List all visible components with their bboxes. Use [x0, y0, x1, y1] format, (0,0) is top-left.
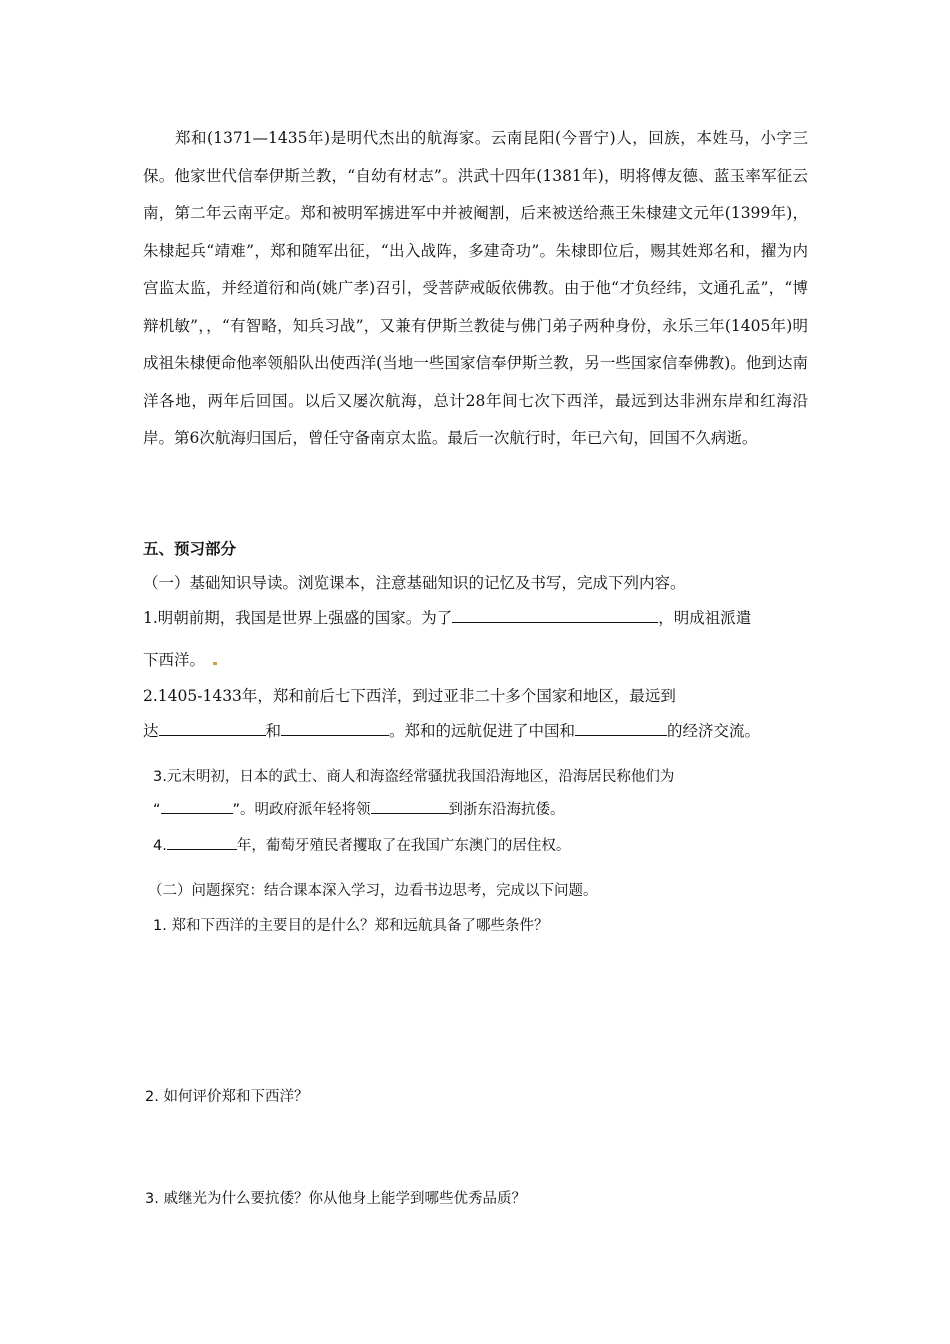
question-1-line-2 [143, 648, 217, 670]
question-2-mid: 。郑和的远航促进了中国和 [389, 722, 576, 740]
question-2-blank-1[interactable] [159, 719, 266, 736]
section-title: 五、预习部分 [143, 539, 237, 558]
question-2-da: 达 [143, 722, 159, 740]
question-1-prefix: 1.明朝前期，我国是世界上强盛的国家。为了 [143, 609, 453, 627]
question-4-suffix: 年，葡萄牙殖民者攫取了在我国广东澳门的居住权。 [236, 838, 571, 854]
question-3-open-quote: “ [153, 802, 161, 818]
question-4-blank[interactable] [167, 833, 237, 850]
ink-dot [213, 662, 217, 665]
question-2-blank-3[interactable] [575, 719, 667, 736]
question-3-close: ”。明政府派年轻将领 [232, 802, 371, 818]
question-1-suffix: ，明成祖派遣 [658, 609, 752, 627]
question-2-he: 和 [265, 722, 282, 740]
question-1-blank[interactable] [452, 606, 658, 623]
question-1-line-1 [143, 606, 751, 628]
question-4-prefix: 4. [153, 838, 167, 854]
part2-heading: （二）问题探究：结合课本深入学习，边看书边思考，完成以下问题。 [148, 883, 598, 899]
part2-question-3: 3. 戚继光为什么要抗倭？你从他身上能学到哪些优秀品质？ [145, 1191, 526, 1207]
intro-paragraph: 郑和(1371—1435年)是明代杰出的航海家。云南昆阳(今晋宁)人，回族，本姓马，小字三保。他家世代信奉伊斯兰教，“自幼有材志”。洪武十四年(1381年)，明将傅友德、蓝玉率军征云南，第二年云南平定。郑和被明军掳进军中并被阉割，后来被送给燕王朱棣建文元年(1399年)，朱棣起兵“靖难”，郑和随军出征，“出入战阵，多建奇功”。朱棣即位后，赐其姓郑名和，擢为内宫监太监，并经道衍和尚(姚广孝)召引，受菩萨戒皈依佛教。由于他“才负经纬，文通孔孟”，“博辩机敏”，，“有智略，知兵习战”，又兼有伊斯兰教徒与佛门弟子两种身份，永乐三年(1405年)明成祖朱棣便命他率领船队出使西洋(当地一些国家信奉伊斯兰教，另一些国家信奉佛教)。他到达南洋各地，两年后回国。以后又屡次航海，总计28年间七次下西洋，最远到达非洲东岸和红海沿岸。第6次航海归国后，曾任守备南京太监。最后一次航行时，年已六旬，回国不久病逝。 [143, 129, 808, 447]
question-3-blank-1[interactable] [161, 797, 233, 814]
question-2-blank-2[interactable] [281, 719, 389, 736]
question-2-line-1: 2.1405-1433年，郑和前后七下西洋，到过亚非二十多个国家和地区，最远到 [143, 687, 676, 705]
question-3-end: 到浙东沿海抗倭。 [448, 802, 565, 818]
question-3-line-1: 3.元末明初，日本的武士、商人和海盗经常骚扰我国沿海地区，沿海居民称他们为 [153, 769, 675, 785]
question-3-blank-2[interactable] [371, 797, 449, 814]
question-3-line-2 [153, 797, 565, 819]
question-2-end: 的经济交流。 [667, 722, 761, 740]
part2-question-2: 2. 如何评价郑和下西洋？ [145, 1089, 309, 1105]
question-4 [153, 833, 570, 855]
question-2-line-2 [143, 719, 760, 741]
question-1-line2-text: 下西洋。 [143, 651, 206, 669]
part2-question-1: 1. 郑和下西洋的主要目的是什么？郑和远航具备了哪些条件？ [153, 918, 549, 934]
part1-heading: （一）基础知识导读。浏览课本，注意基础知识的记忆及书写，完成下列内容。 [143, 574, 686, 592]
